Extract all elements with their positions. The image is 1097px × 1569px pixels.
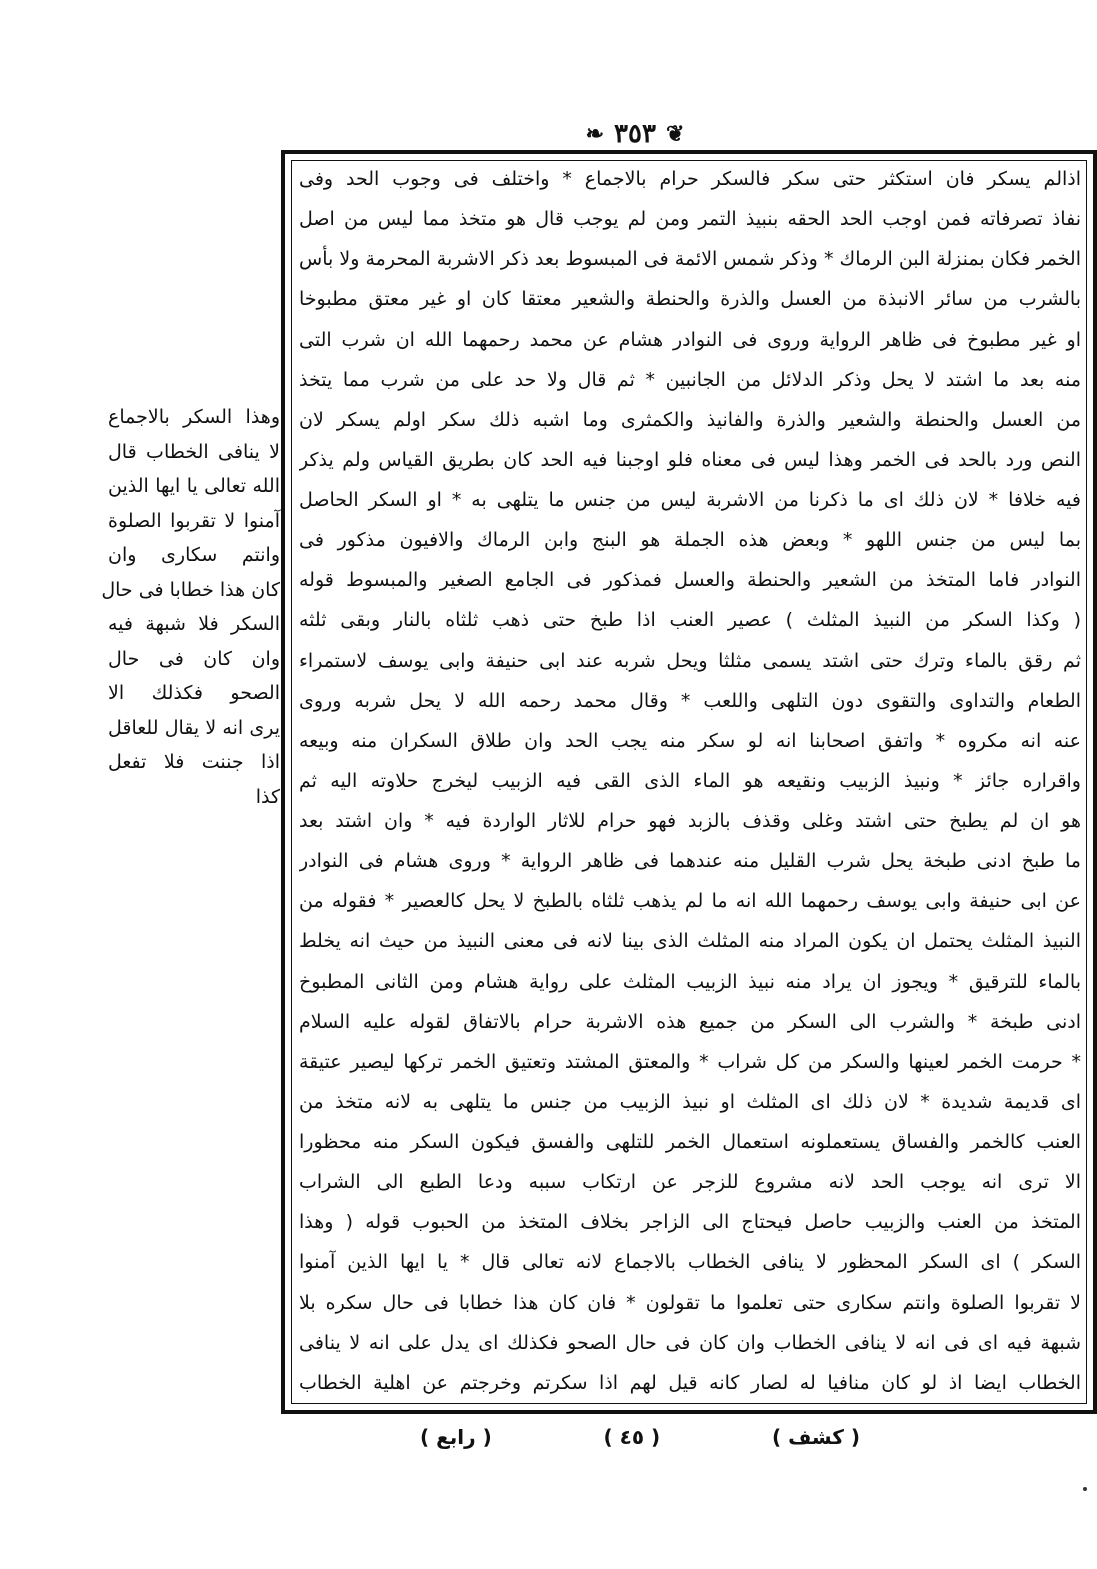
main-text-line: او غير مطبوخ فى ظاهر الرواية وروى فى النوادر هشام عن محمد رحمهما الله ان شرب التى <box>299 328 1081 351</box>
margin-note-line: كذا <box>255 785 280 808</box>
main-text-line: اى قديمة شديدة * لان ذلك اى المثلث او نبيذ الزبيب من جنس ما يتلهى به لانه متخذ من <box>299 1090 1081 1113</box>
margin-note-line: آمنوا لا تقربوا الصلوة <box>108 509 280 532</box>
main-text-frame <box>281 150 1097 1414</box>
main-text-line: الا ترى انه يوجب الحد لانه مشروع للزجر عن ارتكاب سببه ودعا الطبع الى الشراب <box>299 1171 1081 1194</box>
main-text-line: منه بعد ما اشتد لا يحل وذكر الدلائل من الجانبين * ثم قال ولا حد على من شرب مما يتخذ <box>299 368 1081 391</box>
main-text-line: الخمر فكان بمنزلة البن الرماك * وذكر شمس الائمة فى المبسوط بعد ذكر الاشربة المحرمة ولا بأس <box>299 248 1081 271</box>
main-text-line: من العسل والحنطة والشعير والذرة والفانيذ والكمثرى وما اشبه ذلك سكر اولم يسكر لان <box>299 408 1081 431</box>
main-text-line: النوادر فاما المتخذ من الشعير والحنطة والعسل فمذكور فى الجامع الصغير والمبسوط قوله <box>299 569 1081 592</box>
footer-volume-number: ( ٤٥ ) <box>603 1425 661 1449</box>
margin-note-line: وانتم سكارى وان <box>108 544 280 566</box>
page-footer <box>420 1420 860 1454</box>
main-text-line: عن ابى حنيفة وابى يوسف رحمهما الله انه ما لم يذهب ثلثاه بالطبخ لا يحل كالعصير * فقوله من <box>299 890 1081 913</box>
main-text-line: نفاذ تصرفاته فمن اوجب الحد الحقه بنبيذ التمر ومن لم يوجب قال هو متخذ مما ليس من اصل <box>299 208 1081 231</box>
main-text-line: ادنى طبخة * والشرب الى السكر من جميع هذه الاشربة حرام بالاتفاق لقوله عليه السلام <box>299 1010 1081 1033</box>
main-text-line: النص ورد بالحد فى الخمر وهذا ليس فى معناه فلو اوجبنا فيه الحد كان بطريق القياس ولم يذكر <box>299 448 1081 471</box>
ornament-right-icon: ❦ <box>665 121 685 147</box>
margin-note-line: الصحو فكذلك الا <box>108 682 280 704</box>
main-text-line: النبيذ المثلث يحتمل ان يكون المراد منه المثلث الذى بينا لانه فى معنى النبيذ من حيث انه يخلط <box>299 930 1081 953</box>
margin-note-line: اذا جننت فلا تفعل <box>108 751 280 773</box>
margin-note-line: لا ينافى الخطاب قال <box>108 440 280 463</box>
margin-note-line: كان هذا خطابا فى حال <box>101 578 280 601</box>
main-text-line: بما ليس من جنس اللهو * وبعض هذه الجملة هو البنج وابن الرماك والافيون مذكور فى <box>299 529 1081 552</box>
main-text-line: لا تقربوا الصلوة وانتم سكارى حتى تعلموا ما تقولون * فان كان هذا خطابا فى حال سكره بلا <box>299 1291 1081 1314</box>
ink-speck <box>1083 1487 1087 1491</box>
main-text-line: السكر ) اى السكر المحظور لا ينافى الخطاب بالاجماع لانه تعالى قال * يا ايها الذين آمنوا <box>299 1251 1081 1274</box>
main-text-line: الخطاب ايضا اذ لو كان منافيا له لصار كانه قيل لهم اذا سكرتم وخرجتم عن اهلية الخطاب <box>299 1371 1081 1394</box>
footer-book-name: ( كشف ) <box>771 1425 860 1449</box>
main-text-line: الطعام والتداوى والتقوى دون التلهى واللعب * وقال محمد رحمه الله لا يحل شربه وروى <box>299 689 1081 712</box>
main-text-line: هو ان لم يطبخ حتى اشتد وغلى وقذف بالزبد فهو حرام للاثار الواردة فيه * وان اشتد بعد <box>299 810 1081 832</box>
margin-note-line: الله تعالى يا ايها الذين <box>108 475 280 497</box>
margin-note-line: يرى انه لا يقال للعاقل <box>108 716 280 739</box>
main-text-line: ثم رقق بالماء وترك حتى اشتد يسمى مثلثا ويحل شربه عند ابى حنيفة وابى يوسف لاستمراء <box>299 649 1081 672</box>
margin-note <box>101 400 280 814</box>
main-text-line: فيه خلافا * لان ذلك اى ما ذكرنا من الاشربة ليس من جنس ما يتلهى به * او السكر الحاصل <box>299 489 1081 511</box>
main-text-line: ما طبخ ادنى طبخة يحل شرب القليل منه عندهما فى ظاهر الرواية * وروى هشام فى النوادر <box>299 850 1081 873</box>
main-text-line: * حرمت الخمر لعينها والسكر من كل شراب * والمعتق المشتد وتعتيق الخمر تركها ليصير عتيقة <box>299 1050 1081 1073</box>
main-text-line: اذالم يسكر فان استكثر حتى سكر فالسكر حرام بالاجماع * واختلف فى وجوب الحد وفى <box>299 168 1081 190</box>
margin-note-line: وان كان فى حال <box>108 647 280 670</box>
main-text-line: المتخذ من العنب والزبيب حاصل فيحتاج الى الزاجر بخلاف المتخذ من الحبوب قوله ( وهذا <box>299 1211 1081 1234</box>
main-text-line: بالماء للترقيق * ويجوز ان يراد منه نبيذ الزبيب المثلث على رواية هشام ومن الثانى المطبوخ <box>299 970 1081 993</box>
main-text-line: عنه انه مكروه * واتفق اصحابنا انه لو سكر منه يجب الحد وان طلاق السكران منه وبيعه <box>299 729 1081 752</box>
main-text-line: العنب كالخمر والفساق يستعملونه استعمال الخمر للتلهى والفسق فيكون السكر منه محظورا <box>299 1131 1081 1153</box>
page-header <box>560 116 710 152</box>
main-text-line: بالشرب من سائر الانبذة من العسل والذرة والحنطة والشعير معتقا كان او غير معتق مطبوخا <box>299 288 1081 311</box>
page-number: ٣٥٣ <box>614 119 656 149</box>
margin-note-line: السكر فلا شبهة فيه <box>108 613 280 635</box>
footer-part-name: ( رابع ) <box>420 1425 492 1449</box>
ornament-left-icon: ❧ <box>585 121 605 147</box>
main-text-line: ( وكذا السكر من النبيذ المثلث ) عصير العنب اذا طبخ حتى ذهب ثلثاه بالنار وبقى ثلثه <box>299 609 1081 632</box>
margin-note-line: وهذا السكر بالاجماع <box>108 406 280 428</box>
main-text-line: واقراره جائز * ونبيذ الزبيب ونقيعه هو الماء الذى القى فيه الزبيب ليخرج حلاوته اليه ثم <box>299 769 1081 792</box>
main-text-line: شبهة فيه اى فى انه لا ينافى الخطاب وان كان فى حال الصحو فكذلك اى يدل على انه لا ينافى <box>299 1331 1081 1354</box>
main-text-block <box>299 162 1081 1400</box>
